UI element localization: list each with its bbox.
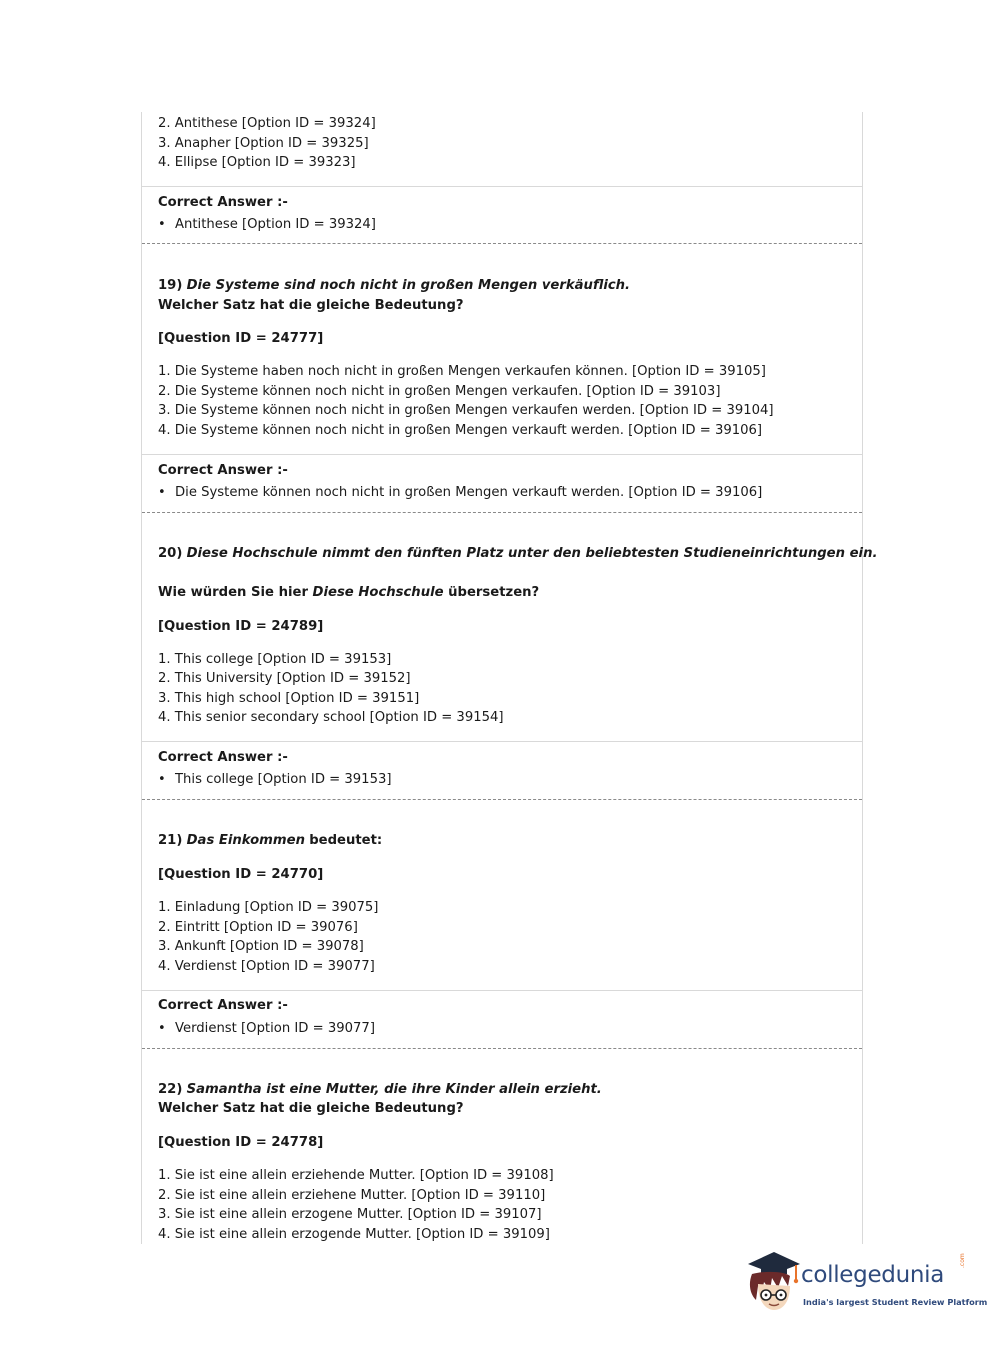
divider: [142, 454, 862, 455]
mascot-icon: [744, 1250, 802, 1314]
q20-option-3: 3. This high school [Option ID = 39151]: [158, 691, 420, 706]
q19-option-4: 4. Die Systeme können noch nicht in großen Mengen verkauft werden. [Option ID = 39106]: [158, 423, 763, 438]
q19-number: 19): [158, 278, 183, 293]
q20-correct-label: Correct Answer :-: [158, 750, 288, 765]
q19-option-3: 3. Die Systeme können noch nicht in großen Mengen verkaufen werden. [Option ID = 39104]: [158, 403, 774, 418]
bullet: •: [158, 485, 166, 500]
question-separator: [142, 799, 862, 800]
q19-correct-label: Correct Answer :-: [158, 463, 288, 478]
logo-wordmark: collegedunia: [801, 1262, 945, 1288]
q21-text-tail: bedeutet:: [309, 833, 383, 848]
q19-question-id: [Question ID = 24777]: [158, 331, 324, 346]
divider: [142, 990, 862, 991]
q18-correct-answer: Antithese [Option ID = 39324]: [175, 217, 376, 232]
q18-option-4: 4. Ellipse [Option ID = 39323]: [158, 155, 356, 170]
q21-number: 21): [158, 833, 183, 848]
q20-prompt-c: übersetzen?: [448, 585, 540, 600]
q20-prompt-a: Wie würden Sie hier: [158, 585, 308, 600]
q22-option-4: 4. Sie ist eine allein erzogende Mutter. [Option ID = 39109]: [158, 1227, 550, 1242]
question-separator: [142, 243, 862, 244]
q21-text: Das Einkommen: [186, 833, 305, 848]
q22-heading: [158, 1080, 602, 1100]
q22-text: Samantha ist eine Mutter, die ihre Kinder allein erzieht.: [186, 1082, 602, 1097]
q20-option-2: 2. This University [Option ID = 39152]: [158, 671, 411, 686]
logo-domain-suffix: .com: [959, 1253, 966, 1268]
q19-correct-answer: Die Systeme können noch nicht in großen Mengen verkauft werden. [Option ID = 39106]: [175, 485, 763, 500]
q20-option-1: 1. This college [Option ID = 39153]: [158, 652, 392, 667]
q22-option-3: 3. Sie ist eine allein erzogene Mutter. [Option ID = 39107]: [158, 1207, 542, 1222]
q20-number: 20): [158, 546, 183, 561]
q18-option-3: 3. Anapher [Option ID = 39325]: [158, 136, 369, 151]
q20-correct-answer: This college [Option ID = 39153]: [175, 772, 392, 787]
q20-question-id: [Question ID = 24789]: [158, 619, 324, 634]
bullet: •: [158, 217, 166, 232]
q18-option-2: 2. Antithese [Option ID = 39324]: [158, 116, 376, 131]
q20-prompt: [158, 583, 539, 603]
divider: [142, 741, 862, 742]
divider: [142, 186, 862, 187]
q19-option-1: 1. Die Systeme haben noch nicht in großen Mengen verkaufen können. [Option ID = 39105]: [158, 364, 766, 379]
bullet: •: [158, 1021, 166, 1036]
q22-option-1: 1. Sie ist eine allein erziehende Mutter. [Option ID = 39108]: [158, 1168, 554, 1183]
bullet: •: [158, 772, 166, 787]
q22-number: 22): [158, 1082, 183, 1097]
q19-heading: [158, 276, 630, 296]
q18-correct-label: Correct Answer :-: [158, 195, 288, 210]
q21-question-id: [Question ID = 24770]: [158, 867, 324, 882]
collegedunia-logo[interactable]: [744, 1250, 988, 1316]
q21-option-4: 4. Verdienst [Option ID = 39077]: [158, 959, 375, 974]
question-separator: [142, 1048, 862, 1049]
q22-prompt: Welcher Satz hat die gleiche Bedeutung?: [158, 1101, 464, 1116]
q20-prompt-b: Diese Hochschule: [312, 585, 444, 600]
q21-correct-label: Correct Answer :-: [158, 998, 288, 1013]
q20-heading: [158, 544, 877, 564]
logo-tagline: India's largest Student Review Platform: [803, 1297, 988, 1307]
q22-question-id: [Question ID = 24778]: [158, 1135, 324, 1150]
question-paper-frame: [141, 112, 878, 1244]
q19-option-2: 2. Die Systeme können noch nicht in großen Mengen verkaufen. [Option ID = 39103]: [158, 384, 721, 399]
q22-option-2: 2. Sie ist eine allein erziehene Mutter. [Option ID = 39110]: [158, 1188, 546, 1203]
q19-prompt: Welcher Satz hat die gleiche Bedeutung?: [158, 298, 464, 313]
q20-text: Diese Hochschule nimmt den fünften Platz unter den beliebtesten Studieneinrichtungen ein.: [186, 546, 878, 561]
q21-correct-answer: Verdienst [Option ID = 39077]: [175, 1021, 375, 1036]
q21-option-3: 3. Ankunft [Option ID = 39078]: [158, 939, 364, 954]
q20-option-4: 4. This senior secondary school [Option ID = 39154]: [158, 710, 504, 725]
question-separator: [142, 512, 862, 513]
q21-option-1: 1. Einladung [Option ID = 39075]: [158, 900, 379, 915]
q19-text: Die Systeme sind noch nicht in großen Mengen verkäuflich.: [186, 278, 631, 293]
q21-heading: [158, 831, 382, 851]
q21-option-2: 2. Eintritt [Option ID = 39076]: [158, 920, 358, 935]
